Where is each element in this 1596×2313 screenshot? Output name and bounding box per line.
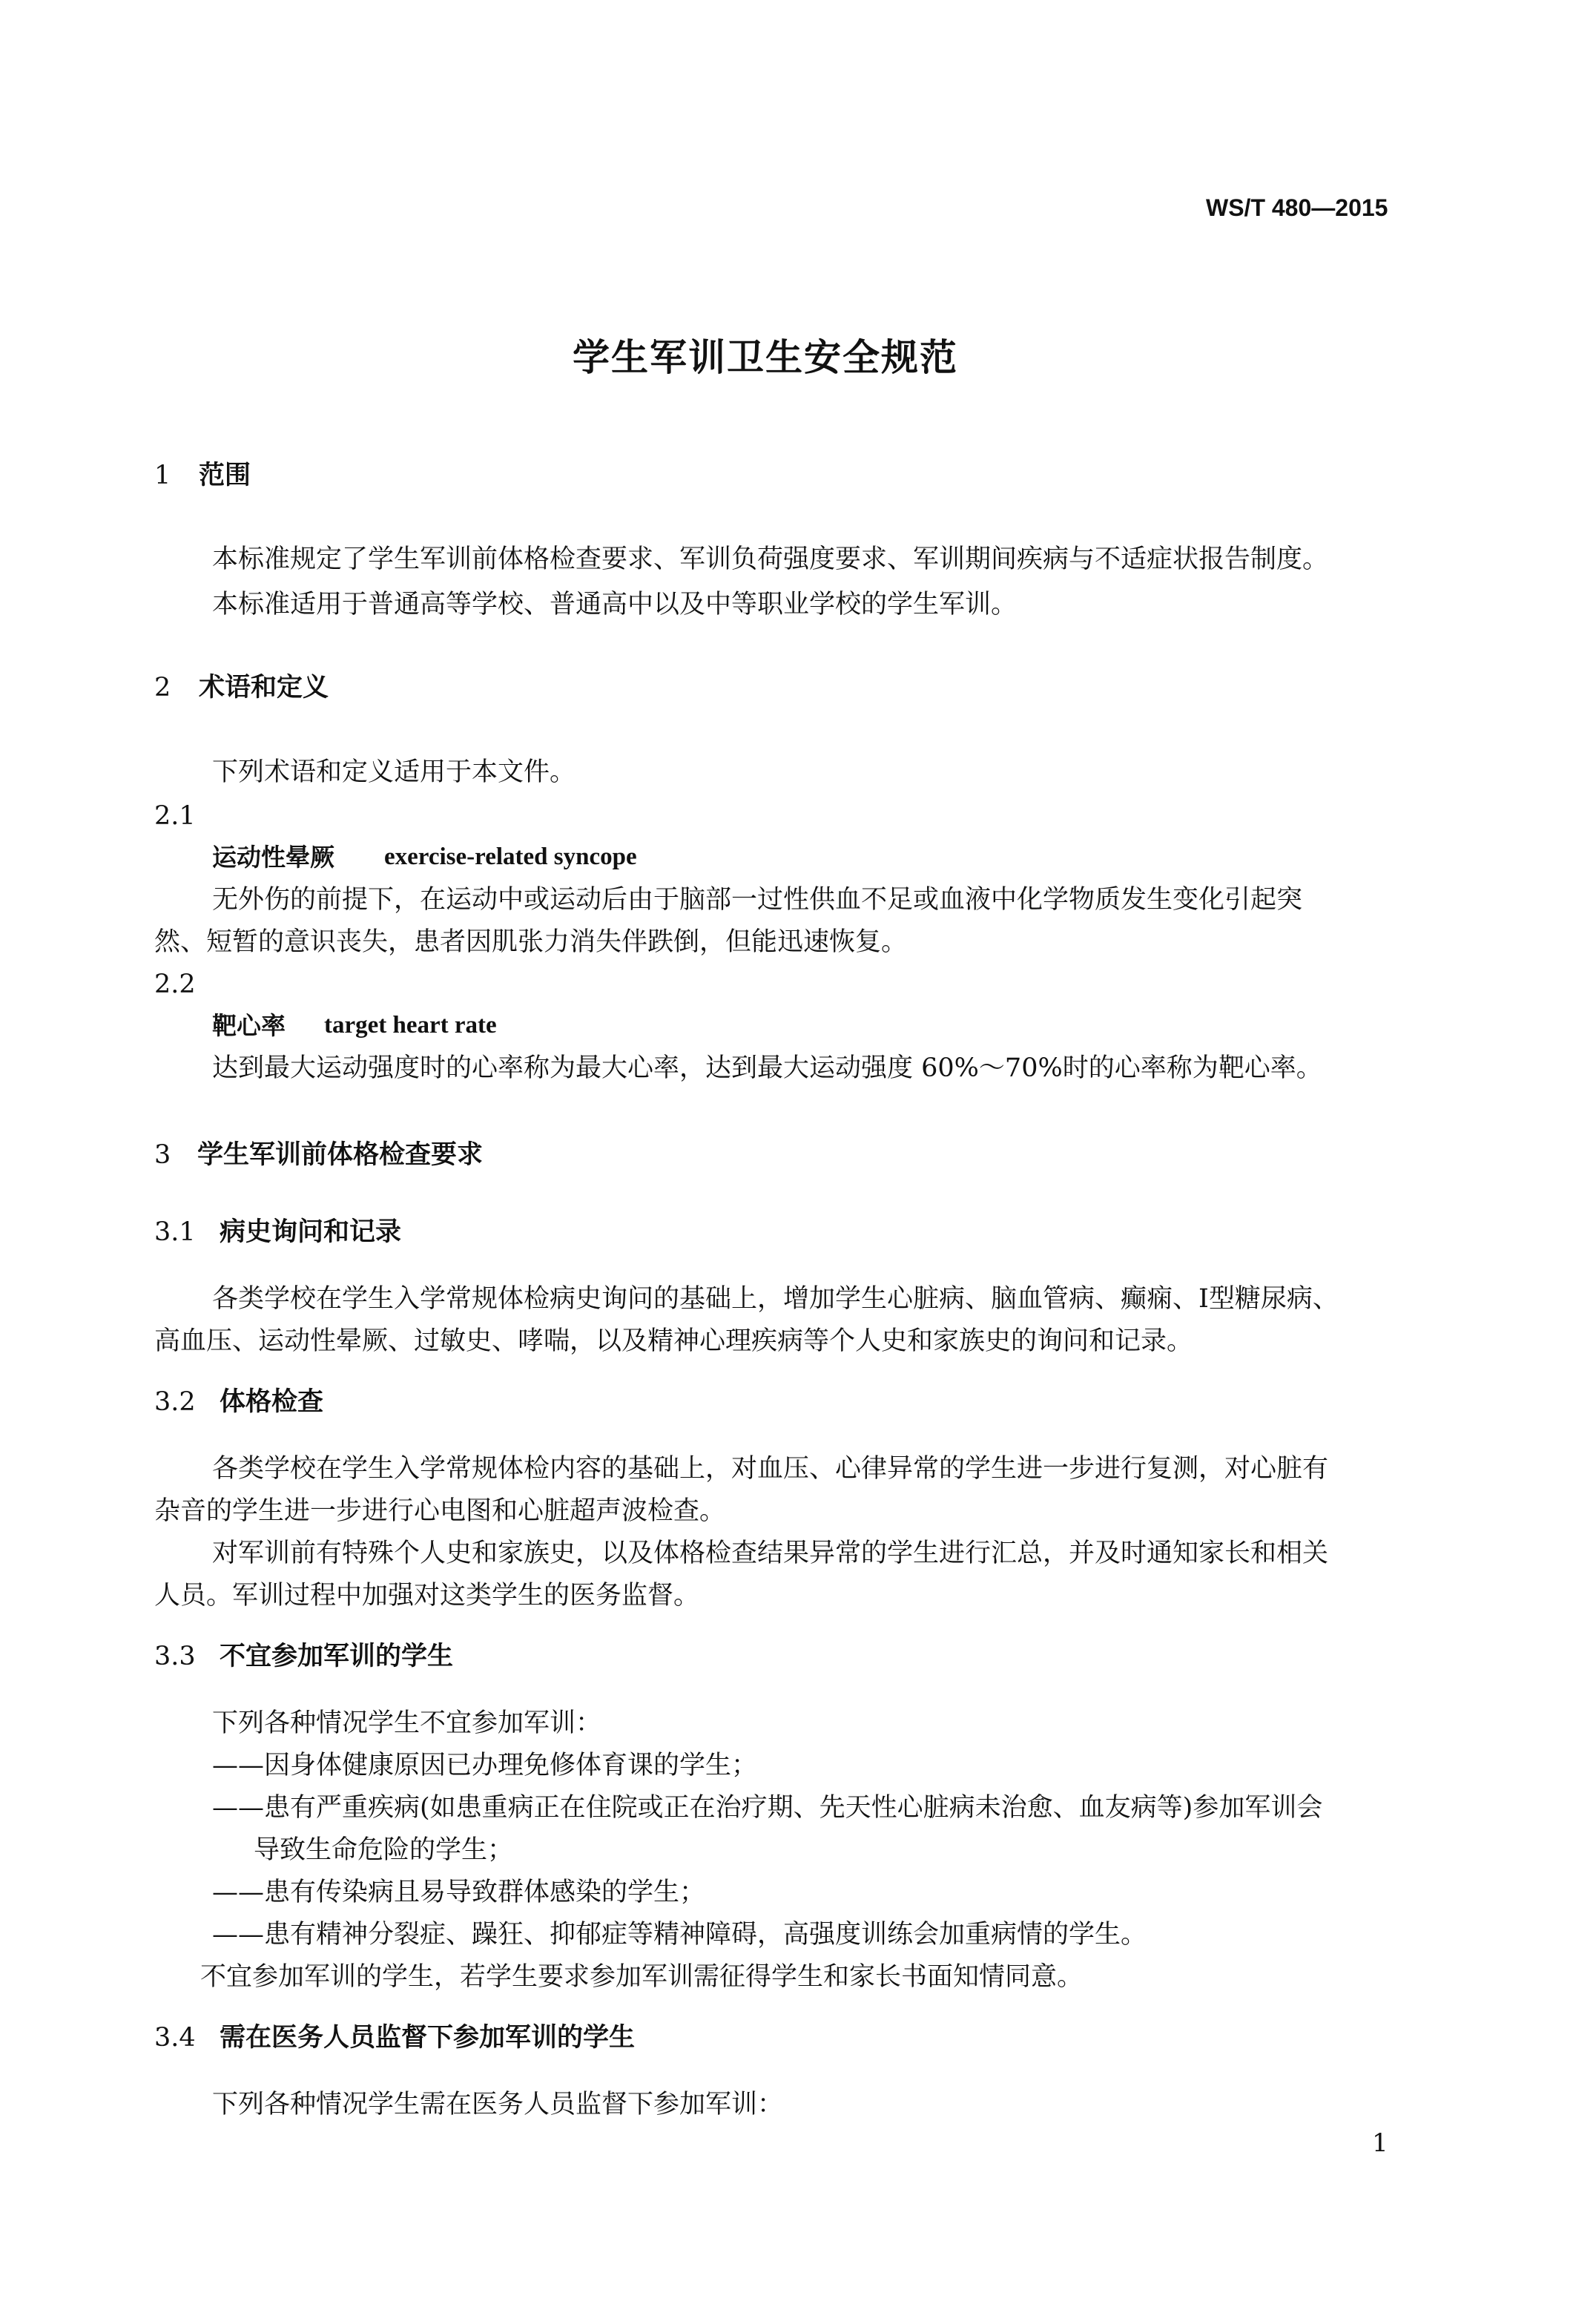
section-1-heading: 范围: [199, 461, 251, 490]
term-2-1-cn: 运动性晕厥: [212, 843, 334, 872]
section-3-heading: 学生军训前体格检查要求: [197, 1140, 484, 1170]
section-3-3-closing: 不宜参加军训的学生，若学生要求参加军训需征得学生和家长书面知情同意。: [200, 1962, 1084, 1992]
section-3-number: 3: [154, 1140, 171, 1170]
list-item: ——患有严重疾病(如患重病正在住院或正在治疗期、先天性心脏病未治愈、血友病等)参加军训会: [212, 1793, 1323, 1823]
term-2-2-number: 2.2: [154, 970, 196, 999]
section-2-intro: 下列术语和定义适用于本文件。: [212, 757, 576, 787]
section-3-3-number: 3.3: [154, 1642, 196, 1671]
term-2-2-en: target heart rate: [324, 1012, 497, 1039]
section-2-heading: 术语和定义: [199, 673, 329, 703]
section-1-paragraph-2: 本标准适用于普通高等学校、普通高中以及中等职业学校的学生军训。: [212, 590, 1018, 619]
standard-code: WS/T 480—2015: [1206, 194, 1388, 221]
document-title: 学生军训卫生安全规范: [573, 336, 958, 379]
section-3-2-paragraph-2-line-2: 人员。军训过程中加强对这类学生的医务监督。: [154, 1581, 700, 1610]
list-item: ——因身体健康原因已办理免修体育课的学生；: [212, 1751, 758, 1780]
term-2-1-definition-line-2: 然、短暂的意识丧失，患者因肌张力消失伴跌倒，但能迅速恢复。: [154, 927, 908, 957]
term-2-1-en: exercise-related syncope: [384, 843, 637, 870]
term-2-1-number: 2.1: [154, 801, 196, 831]
section-3-4-heading: 需在医务人员监督下参加军训的学生: [220, 2023, 636, 2053]
section-3-2-paragraph-1-line-1: 各类学校在学生入学常规体检内容的基础上，对血压、心律异常的学生进一步进行复测，对心脏有: [212, 1454, 1329, 1484]
section-3-3-heading: 不宜参加军训的学生: [220, 1642, 454, 1671]
section-2-number: 2: [154, 673, 171, 703]
section-3-2-number: 3.2: [154, 1387, 196, 1417]
section-3-3-intro: 下列各种情况学生不宜参加军训：: [212, 1708, 602, 1738]
list-item: ——患有传染病且易导致群体感染的学生；: [212, 1878, 706, 1907]
section-3-2-heading: 体格检查: [220, 1387, 324, 1417]
section-3-4-number: 3.4: [154, 2023, 196, 2053]
list-item-continuation: 导致生命危险的学生；: [254, 1835, 514, 1865]
section-1-paragraph-1: 本标准规定了学生军训前体格检查要求、军训负荷强度要求、军训期间疾病与不适症状报告制度。: [212, 544, 1329, 574]
section-1-number: 1: [154, 461, 171, 490]
term-2-2-cn: 靶心率: [212, 1011, 286, 1040]
section-3-2-paragraph-1-line-2: 杂音的学生进一步进行心电图和心脏超声波检查。: [154, 1496, 726, 1526]
term-2-2-definition: 达到最大运动强度时的心率称为最大心率，达到最大运动强度 60%～70%时的心率称为靶心率。: [212, 1053, 1322, 1083]
section-3-4-intro: 下列各种情况学生需在医务人员监督下参加军训：: [212, 2090, 784, 2119]
term-2-1-definition-line-1: 无外伤的前提下，在运动中或运动后由于脑部一过性供血不足或血液中化学物质发生变化引起突: [212, 885, 1303, 915]
section-3-2-paragraph-2-line-1: 对军训前有特殊个人史和家族史，以及体格检查结果异常的学生进行汇总，并及时通知家长和相关: [212, 1539, 1329, 1568]
section-3-1-line-1: 各类学校在学生入学常规体检病史询问的基础上，增加学生心脏病、脑血管病、癫痫、Ⅰ型糖尿病、: [212, 1284, 1339, 1314]
section-3-1-number: 3.1: [154, 1217, 196, 1247]
page-number: 1: [1372, 2128, 1388, 2158]
section-3-1-heading: 病史询问和记录: [220, 1217, 402, 1247]
list-item: ——患有精神分裂症、躁狂、抑郁症等精神障碍，高强度训练会加重病情的学生。: [212, 1920, 1147, 1950]
section-3-1-line-2: 高血压、运动性晕厥、过敏史、哮喘，以及精神心理疾病等个人史和家族史的询问和记录。: [154, 1326, 1193, 1356]
